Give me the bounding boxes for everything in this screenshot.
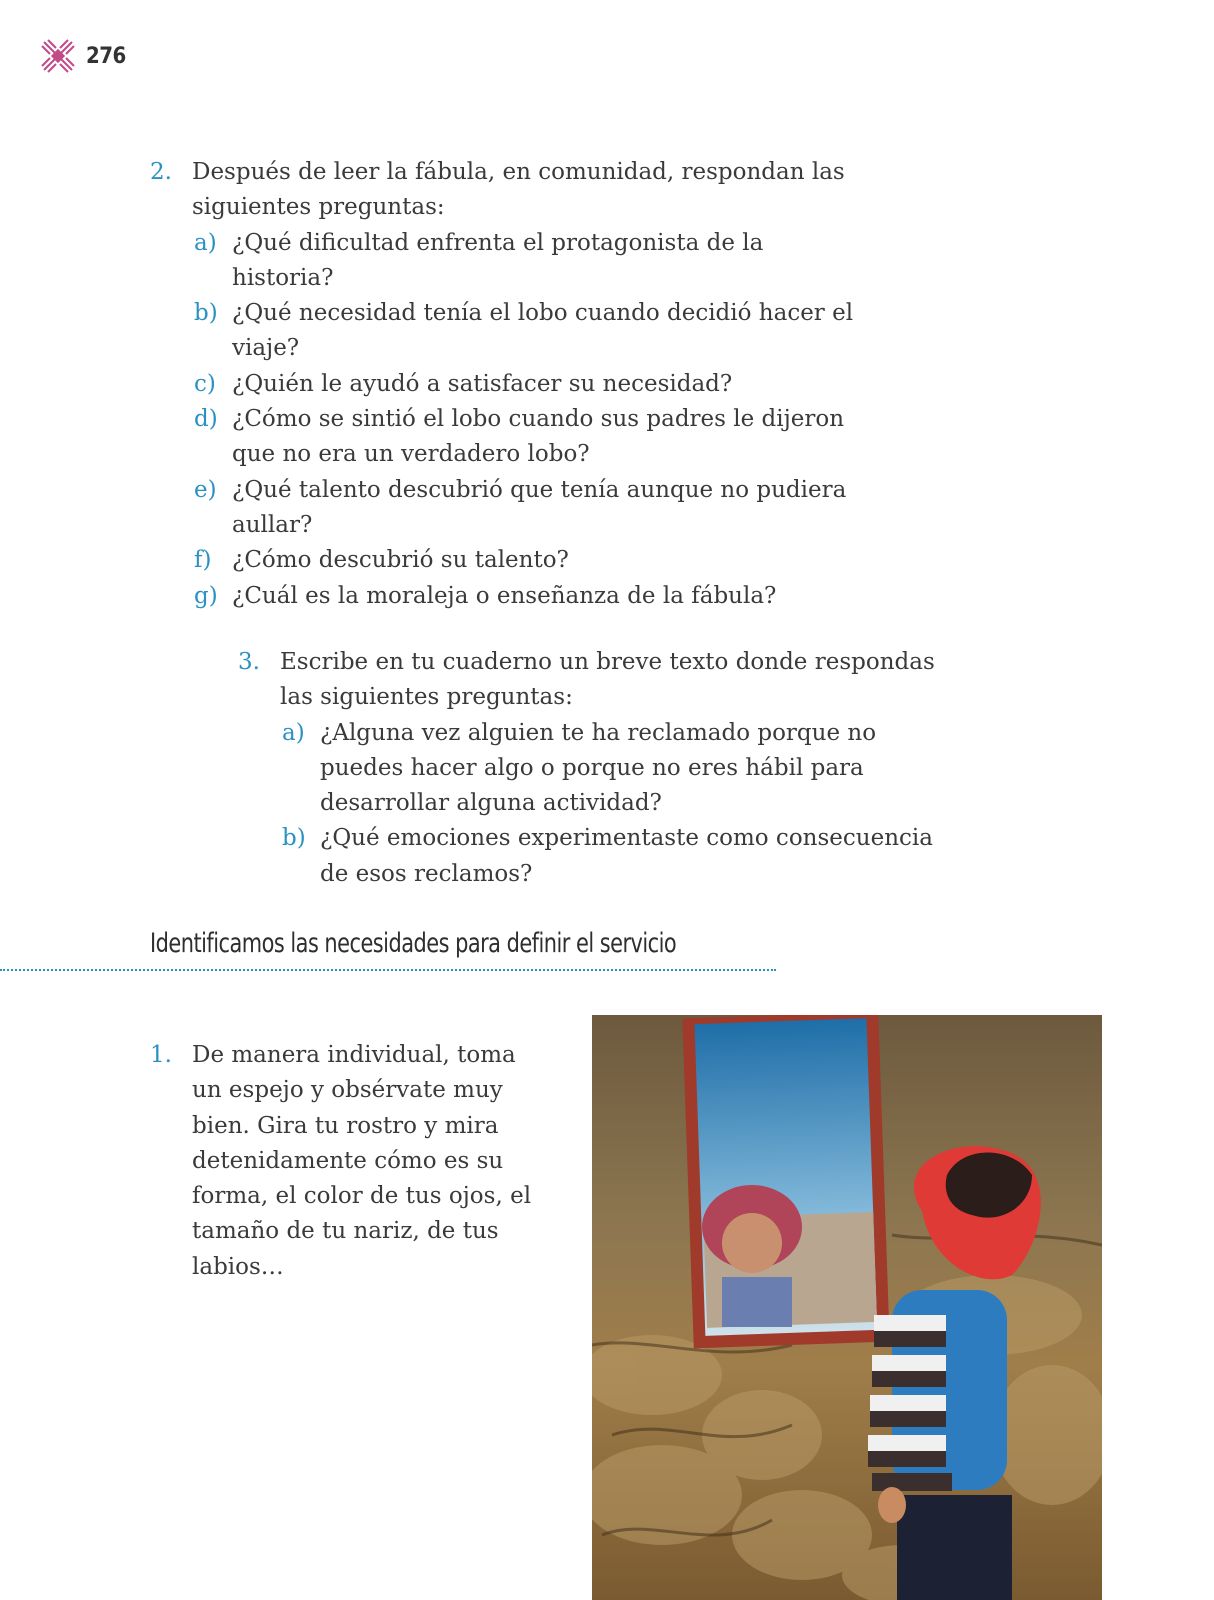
question-text: ¿Qué emociones experimentaste como consecuencia de esos reclamos? [320,825,933,887]
question-item [282,716,938,822]
question-item [194,543,870,578]
question-item [194,473,870,544]
question-item [194,226,870,297]
question-text: ¿Qué talento descubrió que tenía aunque no pudiera aullar? [232,476,847,538]
exercise-1 [150,1038,550,1285]
question-letter: c) [194,370,216,397]
question-list [238,716,938,892]
question-text: ¿Qué necesidad tenía el lobo cuando decidió hacer el viaje? [232,300,854,362]
photo-illustration [592,1015,1102,1600]
question-letter: b) [194,300,218,327]
question-item [194,579,870,614]
exercise-instruction: Después de leer la fábula, en comunidad, respondan las siguientes preguntas: [192,159,845,221]
exercise-instruction: De manera individual, toma un espejo y obsérvate muy bien. Gira tu rostro y mira detenidamente cómo es su forma, el color de tus ojos, el tamaño de tu nariz, de tus labios… [192,1042,532,1280]
question-item [194,296,870,367]
question-item [194,367,870,402]
exercise-2 [150,155,870,614]
section-divider [0,969,776,971]
question-text: ¿Alguna vez alguien te ha reclamado porque no puedes hacer algo o porque no eres hábil para desarrollar alguna actividad? [320,719,877,817]
question-letter: a) [194,229,217,256]
question-item [194,402,870,473]
exercise-number: 2. [150,159,172,185]
question-item [282,821,938,892]
exercise-number: 1. [150,1042,172,1068]
question-text: ¿Quién le ayudó a satisfacer su necesidad? [232,370,733,397]
exercise-number: 3. [238,649,260,675]
exercise-instruction: Escribe en tu cuaderno un breve texto donde respondas las siguientes preguntas: [280,649,935,711]
question-text: ¿Cómo descubrió su talento? [232,547,569,574]
page-number: 276 [86,43,126,69]
question-letter: g) [194,582,218,609]
decorative-cross-icon [40,38,76,74]
question-list [150,226,870,614]
child-mirror-photo [592,1015,1102,1600]
question-letter: b) [282,825,306,852]
question-text: ¿Cuál es la moraleja o enseñanza de la fábula? [232,582,777,609]
question-letter: f) [194,547,212,574]
question-letter: e) [194,476,217,503]
exercise-3 [238,645,938,892]
question-text: ¿Qué dificultad enfrenta el protagonista de la historia? [232,229,764,291]
question-letter: d) [194,406,218,433]
question-letter: a) [282,719,305,746]
section-heading: Identificamos las necesidades para definir el servicio [150,928,677,959]
page-header [40,38,126,74]
question-text: ¿Cómo se sintió el lobo cuando sus padres le dijeron que no era un verdadero lobo? [232,406,845,468]
